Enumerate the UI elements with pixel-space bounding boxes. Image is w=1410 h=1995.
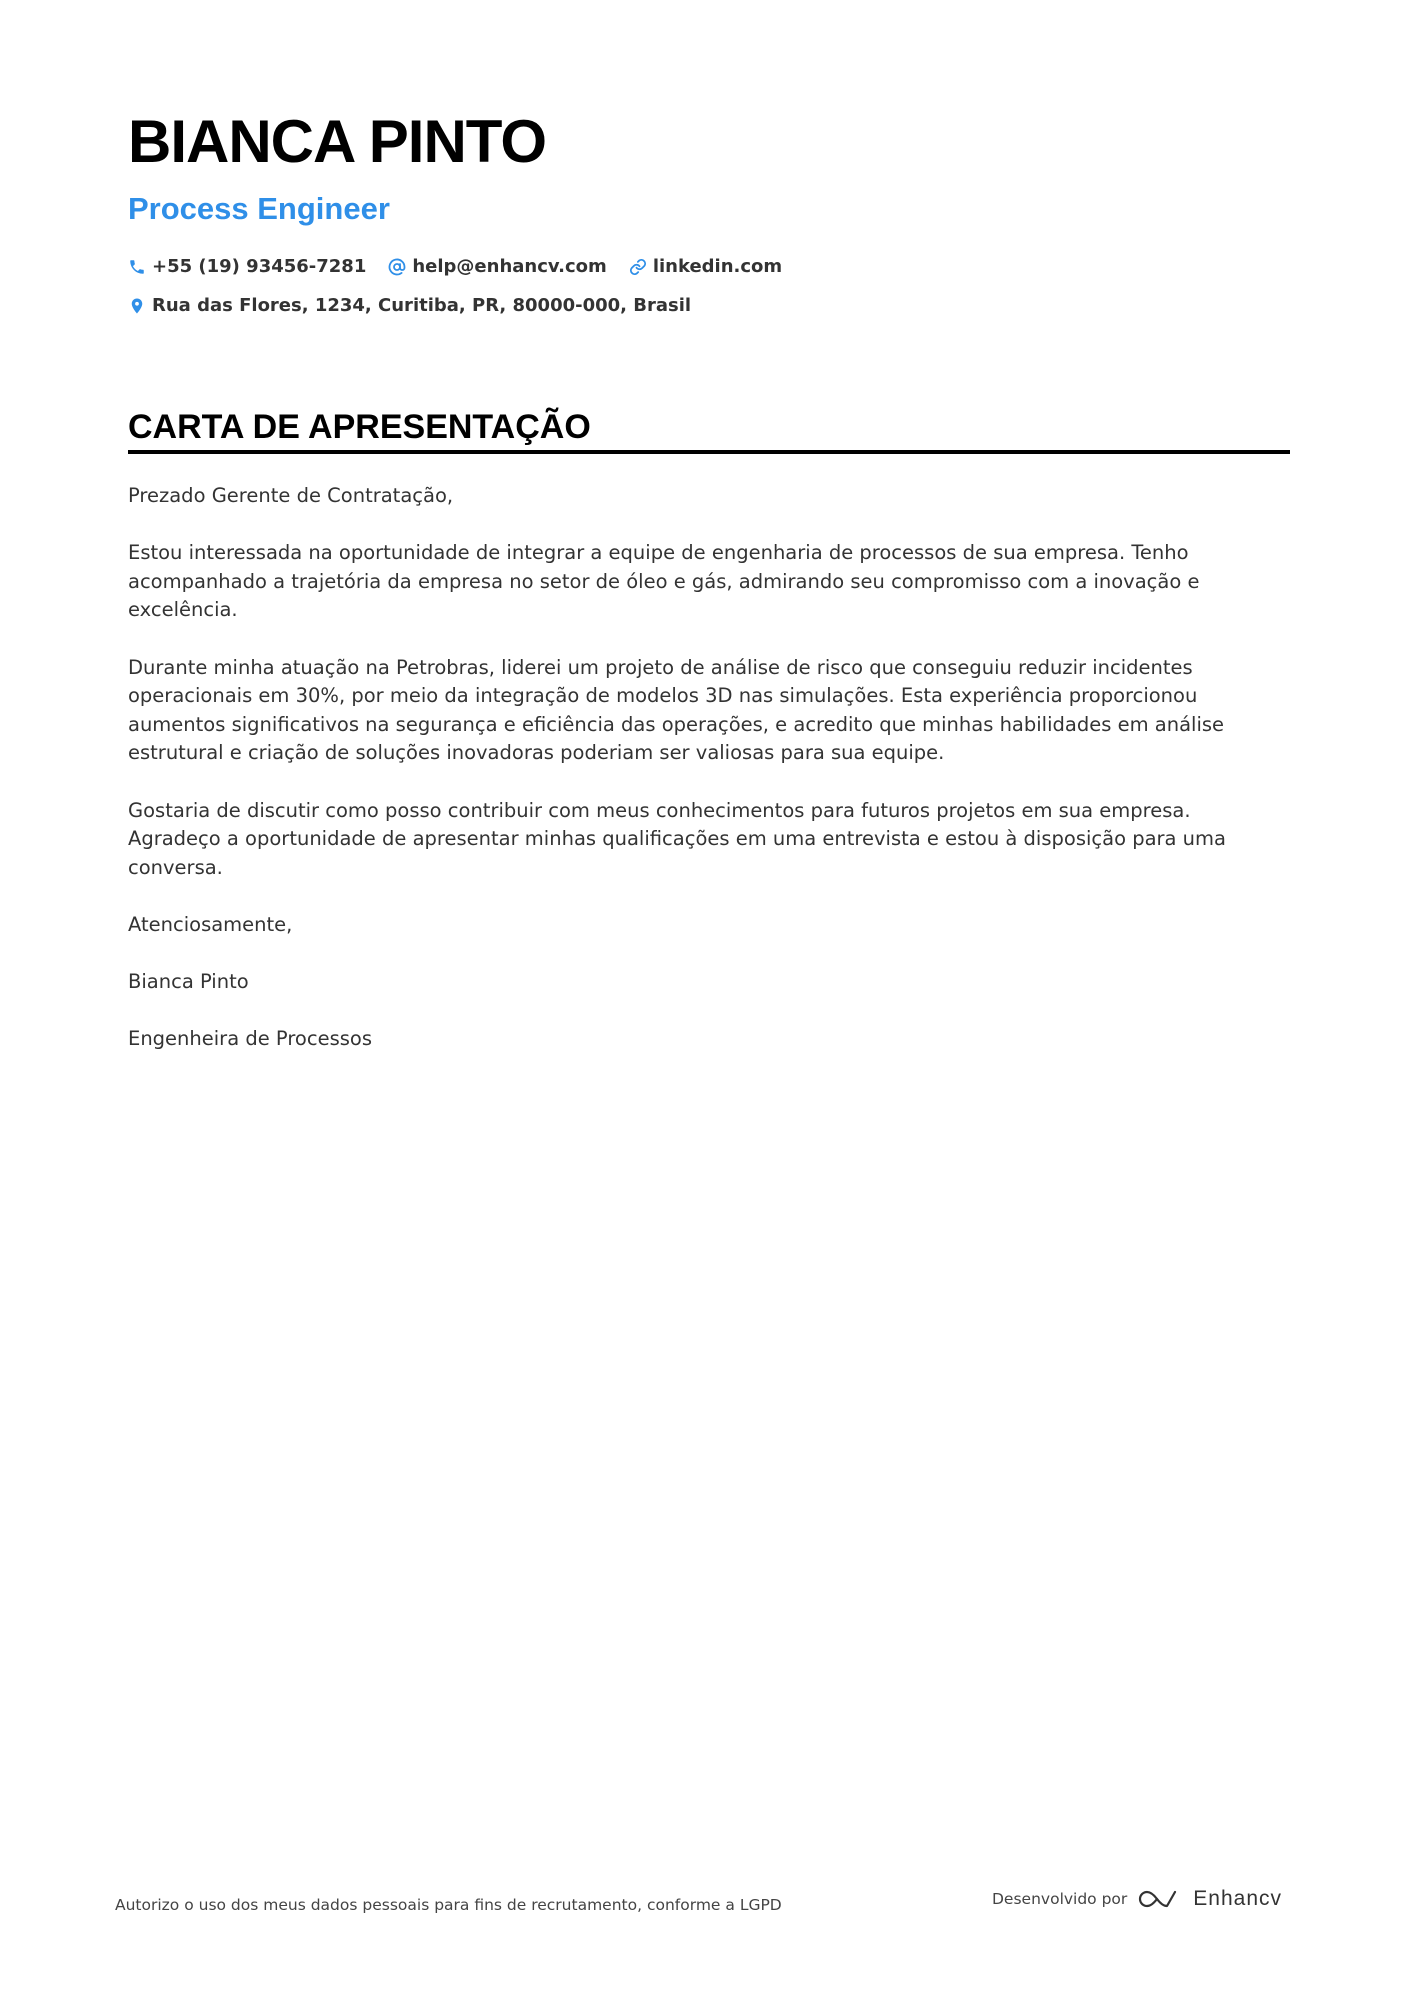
signature-name: Bianca Pinto: [128, 970, 249, 994]
section-divider: [128, 450, 1290, 454]
link-icon: [629, 258, 647, 276]
contact-address: [128, 295, 691, 316]
letter-greeting: Prezado Gerente de Contratação,: [128, 484, 454, 507]
contact-row-secondary: [128, 295, 691, 316]
contact-linkedin[interactable]: [629, 256, 782, 277]
section-title: CARTA DE APRESENTAÇÃO: [128, 408, 591, 446]
address-text: Rua das Flores, 1234, Curitiba, PR, 80000-000, Brasil: [152, 295, 692, 316]
contact-phone: [128, 256, 366, 277]
phone-icon: [128, 258, 146, 276]
map-pin-icon: [128, 297, 146, 315]
letter-body: [128, 482, 1258, 1082]
signature-title: Engenheira de Processos: [128, 1027, 372, 1051]
email-text[interactable]: help@enhancv.com: [412, 256, 607, 277]
letter-paragraph: Gostaria de discutir como posso contribuir com meus conhecimentos para futuros projetos em sua empresa. Agradeço a oportunidade de apresentar minhas qualificações em uma entrevista e estou à disposição para uma conversa.: [128, 798, 1226, 879]
footer-consent: Autorizo o uso dos meus dados pessoais para fins de recrutamento, conforme a LGPD: [115, 1896, 782, 1914]
contact-email[interactable]: [388, 256, 606, 277]
candidate-name: BIANCA PINTO: [128, 108, 547, 175]
phone-text: +55 (19) 93456-7281: [152, 256, 367, 277]
letter-closing: Atenciosamente,: [128, 912, 293, 936]
contact-row-primary: [128, 256, 782, 277]
brand-name: Enhancv: [1193, 1887, 1283, 1910]
powered-by-label: Desenvolvido por: [992, 1890, 1128, 1908]
candidate-role: Process Engineer: [128, 191, 390, 226]
letter-paragraph: Durante minha atuação na Petrobras, liderei um projeto de análise de risco que conseguiu reduzir incidentes operacionais em 30%, por meio da integração de modelos 3D nas simulações. Esta experiência proporcionou aumentos significativos na segurança e eficiência das operações, e acredito que minhas habilidades em análise estrutural e criação de soluções inovadoras poderiam ser valiosas para sua equipe.: [128, 655, 1225, 765]
footer-branding[interactable]: [992, 1886, 1282, 1912]
enhancv-logo-icon: [1137, 1886, 1183, 1912]
at-sign-icon: [388, 258, 406, 276]
letter-paragraph: Estou interessada na oportunidade de integrar a equipe de engenharia de processos de sua empresa. Tenho acompanhado a trajetória da empresa no setor de óleo e gás, admirando seu compromisso com a inovação e excelência.: [128, 541, 1200, 622]
linkedin-text[interactable]: linkedin.com: [652, 256, 783, 277]
